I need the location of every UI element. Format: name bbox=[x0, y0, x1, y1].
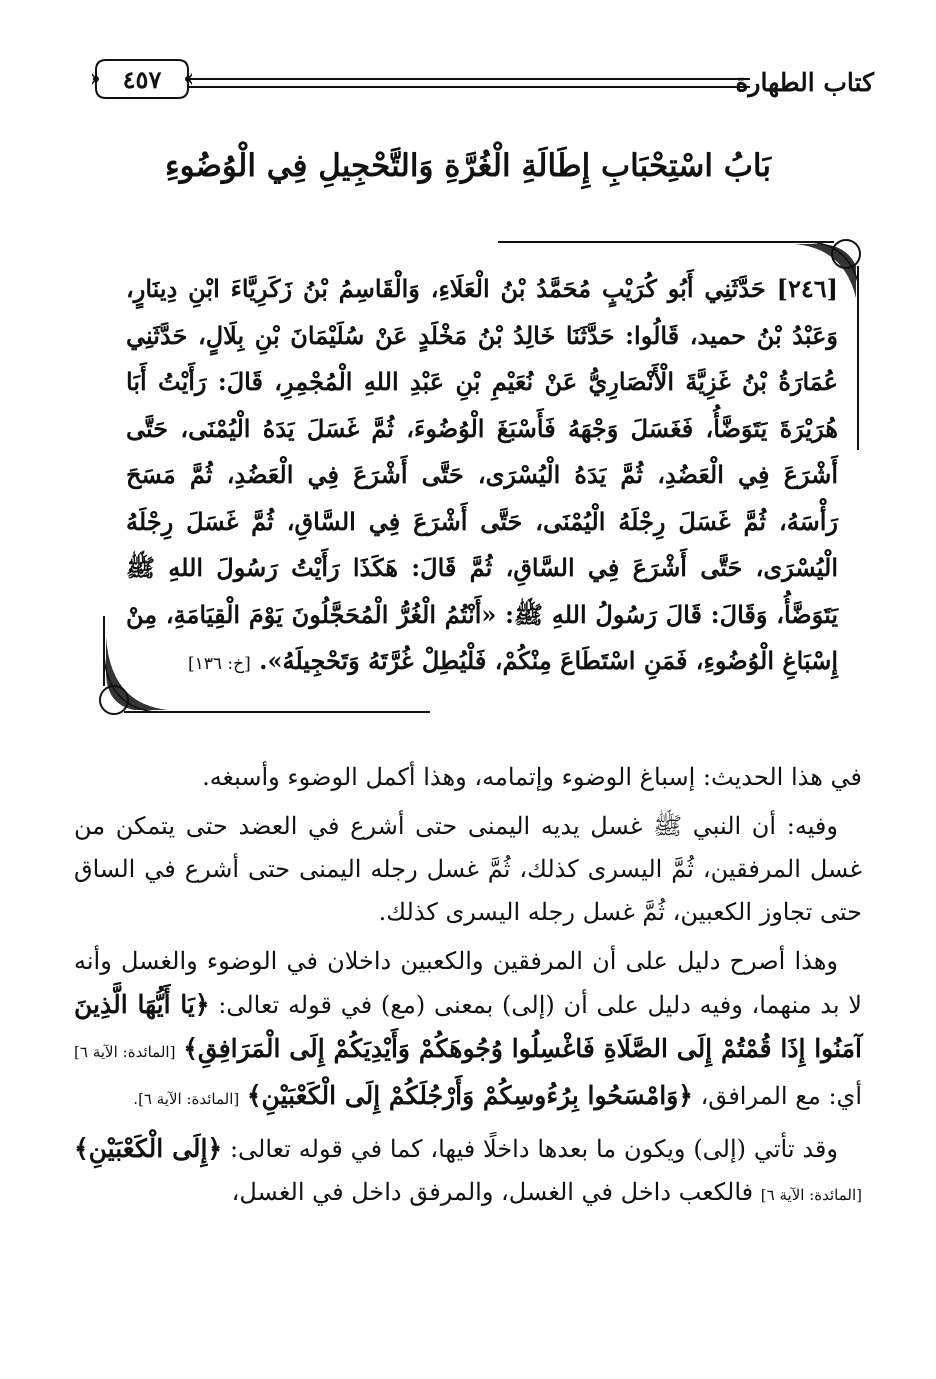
commentary-paragraph-4 bbox=[74, 1127, 862, 1217]
quran-verse: ﴿يَا أَيُّهَا الَّذِينَ آمَنُوا إِذَا قُمْتُمْ إِلَى الصَّلَاةِ فَاغْسِلُوا وُجُوهَكُمْ وَأَيْدِيَكُمْ إِلَى الْمَرَافِقِ﴾ bbox=[74, 990, 862, 1063]
quran-citation: [المائدة: الآية ٦] bbox=[760, 1186, 862, 1204]
hadith-body: [٢٤٦] حَدَّثَنِي أَبُو كُرَيْبٍ مُحَمَّدُ بْنُ الْعَلَاءِ، وَالْقَاسِمُ بْنُ زَكَرِيَّاءَ ابْنِ دِينَارٍ، وَعَبْدُ بْنُ حميد، قَالُوا: حَدَّثَنَا خَالِدُ بْنُ مَخْلَدٍ عَنْ سُلَيْمَانَ بْنِ بِلَالٍ، حَدَّثَنِي عُمَارَةُ بْنُ غَزِيَّةَ الْأَنْصَارِيُّ عَنْ نُعَيْمِ بْنِ عَبْدِ اللهِ الْمُجْمِرِ، قَالَ: رَأَيْتُ أَبَا هُرَيْرَةَ يَتَوَضَّأُ، فَغَسَلَ وَجْهَهُ فَأَسْبَغَ الْوُضُوءَ، ثُمَّ غَسَلَ يَدَهُ الْيُمْنَى، حَتَّى أَشْرَعَ فِي الْعَضُدِ، ثُمَّ يَدَهُ الْيُسْرَى، حَتَّى أَشْرَعَ فِي الْعَضُدِ، ثُمَّ مَسَحَ رَأْسَهُ، ثُمَّ غَسَلَ رِجْلَهُ الْيُمْنَى، حَتَّى أَشْرَعَ فِي السَّاقِ، ثُمَّ غَسَلَ رِجْلَهُ الْيُسْرَى، حَتَّى أَشْرَعَ فِي السَّاقِ، ثُمَّ قَالَ: هَكَذَا رَأَيْتُ رَسُولَ اللهِ ﷺ يَتَوَضَّأُ، وَقَالَ: قَالَ رَسُولُ اللهِ ﷺ: «أَنْتُمُ الْغُرُّ الْمُحَجَّلُونَ يَوْمَ الْقِيَامَةِ، مِنْ إِسْبَاغِ الْوُضُوءِ، فَمَنِ اسْتَطَاعَ مِنْكُمْ، فَلْيُطِلْ غُرَّتَهُ وَتَحْجِيلَهُ». bbox=[126, 274, 838, 675]
commentary-text: وهذا أصرح دليل على أن المرفقين والكعبين داخلان في الوضوء والغسل وأنه لا بد منهما، وفيه دليل على أن (إلى) بمعنى (مع) في قوله تعالى: bbox=[74, 947, 862, 1019]
header-rule bbox=[188, 78, 750, 88]
commentary-paragraph-1: في هذا الحديث: إسباغ الوضوء وإتمامه، وهذا أكمل الوضوء وأسبغه. bbox=[202, 763, 862, 791]
page-number: ٤٥٧ bbox=[122, 65, 162, 94]
hadith-reference: [خ: ١٣٦] bbox=[187, 654, 251, 674]
chapter-title: بَابُ اسْتِحْبَابِ إِطَالَةِ الْغُرَّةِ وَالتَّحْجِيلِ فِي الْوُضُوءِ bbox=[165, 148, 771, 184]
book-title: كتاب الطهارة bbox=[735, 68, 874, 97]
commentary-paragraph-3 bbox=[74, 940, 862, 1121]
hadith-text bbox=[126, 266, 838, 688]
commentary-text: وقد تأتي (إلى) ويكون ما بعدها داخلًا فيها، كما في قوله تعالى: bbox=[229, 1135, 838, 1163]
page-number-ornament bbox=[92, 56, 192, 102]
page-header bbox=[92, 52, 874, 112]
quran-verse: ﴿إِلَى الْكَعْبَيْنِ﴾ bbox=[74, 1134, 223, 1163]
quran-citation: [المائدة: الآية ٦] bbox=[74, 1043, 176, 1061]
quran-citation: [المائدة: الآية ٦]. bbox=[133, 1090, 240, 1108]
quran-verse: ﴿وَامْسَحُوا بِرُءُوسِكُمْ وَأَرْجُلَكُمْ إِلَى الْكَعْبَيْنِ﴾ bbox=[246, 1081, 693, 1110]
commentary-text: أي: مع المرافق، bbox=[700, 1082, 862, 1110]
commentary-text: فالكعب داخل في الغسل، والمرفق داخل في الغسل، bbox=[231, 1178, 754, 1206]
commentary-paragraph-2: وفيه: أن النبي ﷺ غسل يديه اليمنى حتى أشرع في العضد حتى يتمكن من غسل المرفقين، ثُمَّ اليسرى كذلك، ثُمَّ غسل رجله اليمنى حتى أشرع في الساق حتى تجاوز الكعبين، ثُمَّ غسل رجله اليسرى كذلك. bbox=[74, 812, 862, 926]
commentary bbox=[74, 756, 862, 1223]
